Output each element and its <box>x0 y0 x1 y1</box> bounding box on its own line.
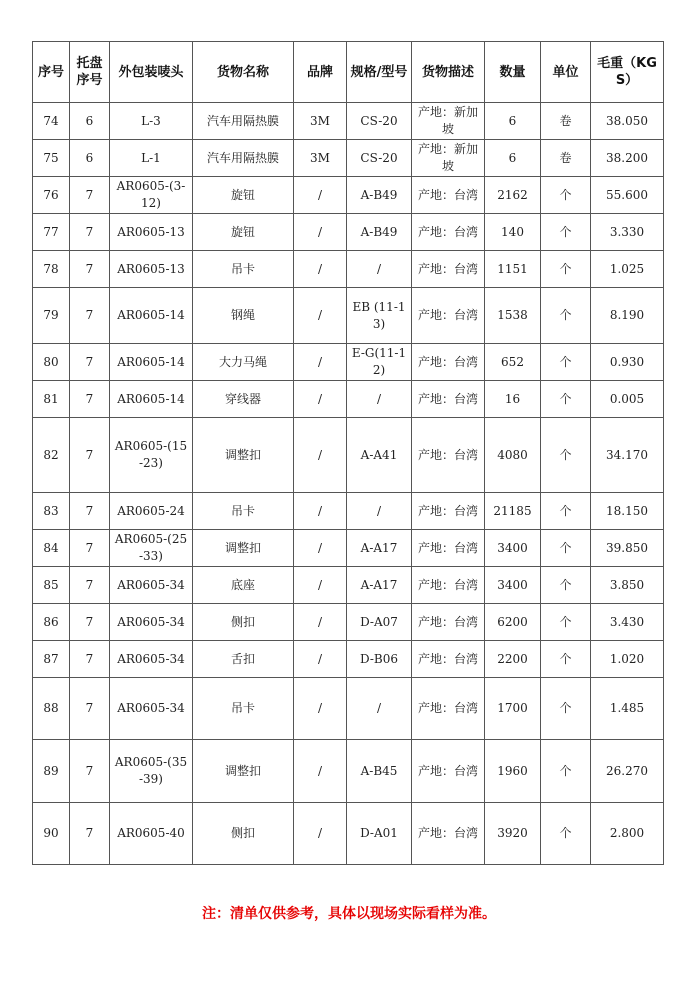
header-cell: 规格/型号 <box>347 42 412 103</box>
cell-mark: AR0605-(25-33) <box>110 530 193 567</box>
cell-qty: 6 <box>485 140 541 177</box>
cell-spec: CS-20 <box>347 140 412 177</box>
cell-unit: 个 <box>541 803 591 865</box>
cell-spec: / <box>347 381 412 418</box>
cell-spec: E-G(11-12) <box>347 344 412 381</box>
cell-no: 84 <box>33 530 70 567</box>
cell-mark: AR0605-40 <box>110 803 193 865</box>
cell-brand: / <box>294 641 347 678</box>
cell-pallet: 7 <box>70 418 110 493</box>
cell-pallet: 7 <box>70 678 110 740</box>
cell-weight: 3.430 <box>591 604 664 641</box>
cell-qty: 2162 <box>485 177 541 214</box>
cell-weight: 0.930 <box>591 344 664 381</box>
header-cell: 序号 <box>33 42 70 103</box>
cell-unit: 个 <box>541 678 591 740</box>
cell-mark: L-3 <box>110 103 193 140</box>
table-row <box>33 214 664 251</box>
cell-name: 旋钮 <box>193 214 294 251</box>
table-row <box>33 567 664 604</box>
cell-desc: 产地：台湾 <box>412 493 485 530</box>
cell-unit: 个 <box>541 214 591 251</box>
cell-spec: D-A07 <box>347 604 412 641</box>
cell-desc: 产地：台湾 <box>412 678 485 740</box>
cell-name: 穿线器 <box>193 381 294 418</box>
cell-desc: 产地：台湾 <box>412 740 485 803</box>
cell-qty: 1538 <box>485 288 541 344</box>
cell-weight: 34.170 <box>591 418 664 493</box>
cell-no: 78 <box>33 251 70 288</box>
table-row <box>33 103 664 140</box>
cell-name: 调整扣 <box>193 530 294 567</box>
cell-brand: / <box>294 288 347 344</box>
cell-spec: / <box>347 251 412 288</box>
cell-unit: 卷 <box>541 103 591 140</box>
cell-no: 75 <box>33 140 70 177</box>
cell-no: 83 <box>33 493 70 530</box>
cell-qty: 6200 <box>485 604 541 641</box>
cell-name: 侧扣 <box>193 604 294 641</box>
table-row <box>33 381 664 418</box>
cell-name: 汽车用隔热膜 <box>193 103 294 140</box>
cell-name: 旋钮 <box>193 177 294 214</box>
cell-mark: AR0605-(3-12) <box>110 177 193 214</box>
cell-pallet: 7 <box>70 740 110 803</box>
cell-mark: AR0605-(15-23) <box>110 418 193 493</box>
table-row <box>33 740 664 803</box>
cell-spec: A-A41 <box>347 418 412 493</box>
cell-name: 舌扣 <box>193 641 294 678</box>
header-cell: 货物描述 <box>412 42 485 103</box>
disclaimer-note: 注：清单仅供参考，具体以现场实际看样为准。 <box>202 906 496 922</box>
cell-qty: 4080 <box>485 418 541 493</box>
cell-mark: AR0605-34 <box>110 678 193 740</box>
cell-name: 吊卡 <box>193 678 294 740</box>
cell-mark: AR0605-34 <box>110 604 193 641</box>
cell-no: 79 <box>33 288 70 344</box>
cell-brand: / <box>294 740 347 803</box>
cell-pallet: 7 <box>70 288 110 344</box>
cell-spec: D-B06 <box>347 641 412 678</box>
cell-name: 调整扣 <box>193 418 294 493</box>
cell-spec: / <box>347 678 412 740</box>
cell-pallet: 7 <box>70 251 110 288</box>
cell-mark: AR0605-(35-39) <box>110 740 193 803</box>
table-row <box>33 177 664 214</box>
cell-unit: 个 <box>541 177 591 214</box>
cell-qty: 1700 <box>485 678 541 740</box>
cell-qty: 3400 <box>485 530 541 567</box>
cell-qty: 140 <box>485 214 541 251</box>
cell-spec: A-B49 <box>347 214 412 251</box>
cell-qty: 1960 <box>485 740 541 803</box>
cell-mark: AR0605-14 <box>110 381 193 418</box>
cell-pallet: 6 <box>70 103 110 140</box>
cell-weight: 0.005 <box>591 381 664 418</box>
cell-mark: AR0605-34 <box>110 641 193 678</box>
cell-weight: 2.800 <box>591 803 664 865</box>
cell-no: 89 <box>33 740 70 803</box>
cell-desc: 产地：台湾 <box>412 344 485 381</box>
cell-unit: 个 <box>541 740 591 803</box>
cell-qty: 6 <box>485 103 541 140</box>
cell-brand: / <box>294 251 347 288</box>
cell-brand: / <box>294 177 347 214</box>
cell-desc: 产地：新加坡 <box>412 140 485 177</box>
cell-qty: 3400 <box>485 567 541 604</box>
cell-qty: 16 <box>485 381 541 418</box>
cell-desc: 产地：台湾 <box>412 381 485 418</box>
cell-weight: 1.020 <box>591 641 664 678</box>
table-row <box>33 530 664 567</box>
packing-list-table <box>32 41 664 865</box>
cell-brand: / <box>294 344 347 381</box>
header-cell: 货物名称 <box>193 42 294 103</box>
cell-brand: / <box>294 493 347 530</box>
cell-unit: 个 <box>541 641 591 678</box>
cell-weight: 18.150 <box>591 493 664 530</box>
cell-pallet: 7 <box>70 493 110 530</box>
cell-weight: 1.025 <box>591 251 664 288</box>
cell-no: 85 <box>33 567 70 604</box>
cell-no: 74 <box>33 103 70 140</box>
table-row <box>33 288 664 344</box>
cell-brand: / <box>294 418 347 493</box>
cell-pallet: 7 <box>70 604 110 641</box>
cell-weight: 8.190 <box>591 288 664 344</box>
cell-pallet: 7 <box>70 381 110 418</box>
cell-spec: / <box>347 493 412 530</box>
cell-brand: / <box>294 214 347 251</box>
cell-weight: 26.270 <box>591 740 664 803</box>
cell-spec: CS-20 <box>347 103 412 140</box>
cell-mark: AR0605-34 <box>110 567 193 604</box>
cell-weight: 38.050 <box>591 103 664 140</box>
cell-desc: 产地：台湾 <box>412 251 485 288</box>
cell-pallet: 7 <box>70 177 110 214</box>
cell-no: 86 <box>33 604 70 641</box>
cell-name: 侧扣 <box>193 803 294 865</box>
cell-pallet: 7 <box>70 803 110 865</box>
cell-qty: 21185 <box>485 493 541 530</box>
cell-pallet: 7 <box>70 344 110 381</box>
cell-unit: 个 <box>541 604 591 641</box>
table-row <box>33 140 664 177</box>
cell-brand: 3M <box>294 140 347 177</box>
cell-desc: 产地：台湾 <box>412 214 485 251</box>
cell-mark: AR0605-13 <box>110 214 193 251</box>
cell-spec: A-A17 <box>347 567 412 604</box>
cell-desc: 产地：台湾 <box>412 641 485 678</box>
header-cell: 毛重（KGS） <box>591 42 664 103</box>
cell-pallet: 7 <box>70 567 110 604</box>
table-row <box>33 493 664 530</box>
cell-name: 钢绳 <box>193 288 294 344</box>
cell-desc: 产地：台湾 <box>412 803 485 865</box>
cell-unit: 个 <box>541 418 591 493</box>
table-row <box>33 251 664 288</box>
cell-spec: A-B49 <box>347 177 412 214</box>
cell-unit: 个 <box>541 251 591 288</box>
cell-weight: 38.200 <box>591 140 664 177</box>
cell-no: 76 <box>33 177 70 214</box>
cell-name: 汽车用隔热膜 <box>193 140 294 177</box>
cell-no: 77 <box>33 214 70 251</box>
cell-desc: 产地：台湾 <box>412 604 485 641</box>
cell-qty: 1151 <box>485 251 541 288</box>
cell-pallet: 7 <box>70 214 110 251</box>
cell-pallet: 7 <box>70 530 110 567</box>
cell-mark: L-1 <box>110 140 193 177</box>
cell-qty: 652 <box>485 344 541 381</box>
table-row <box>33 641 664 678</box>
header-cell: 托盘序号 <box>70 42 110 103</box>
cell-qty: 3920 <box>485 803 541 865</box>
cell-no: 80 <box>33 344 70 381</box>
cell-name: 调整扣 <box>193 740 294 803</box>
cell-spec: A-B45 <box>347 740 412 803</box>
cell-desc: 产地：台湾 <box>412 530 485 567</box>
cell-unit: 个 <box>541 344 591 381</box>
cell-name: 底座 <box>193 567 294 604</box>
cell-unit: 个 <box>541 381 591 418</box>
cell-spec: EB (11-13) <box>347 288 412 344</box>
header-cell: 外包装唛头 <box>110 42 193 103</box>
table-row <box>33 418 664 493</box>
cell-unit: 个 <box>541 530 591 567</box>
cell-brand: / <box>294 678 347 740</box>
table-row <box>33 344 664 381</box>
cell-brand: / <box>294 803 347 865</box>
cell-pallet: 7 <box>70 641 110 678</box>
cell-desc: 产地：新加坡 <box>412 103 485 140</box>
header-cell: 品牌 <box>294 42 347 103</box>
cell-name: 吊卡 <box>193 493 294 530</box>
cell-desc: 产地：台湾 <box>412 288 485 344</box>
cell-mark: AR0605-13 <box>110 251 193 288</box>
cell-weight: 3.330 <box>591 214 664 251</box>
cell-unit: 卷 <box>541 140 591 177</box>
cell-qty: 2200 <box>485 641 541 678</box>
cell-brand: / <box>294 567 347 604</box>
cell-weight: 3.850 <box>591 567 664 604</box>
cell-pallet: 6 <box>70 140 110 177</box>
cell-name: 大力马绳 <box>193 344 294 381</box>
cell-spec: A-A17 <box>347 530 412 567</box>
cell-no: 90 <box>33 803 70 865</box>
cell-brand: / <box>294 381 347 418</box>
table-row <box>33 678 664 740</box>
cell-name: 吊卡 <box>193 251 294 288</box>
cell-desc: 产地：台湾 <box>412 177 485 214</box>
cell-spec: D-A01 <box>347 803 412 865</box>
cell-weight: 55.600 <box>591 177 664 214</box>
cell-no: 88 <box>33 678 70 740</box>
cell-no: 87 <box>33 641 70 678</box>
table-row <box>33 604 664 641</box>
cell-weight: 1.485 <box>591 678 664 740</box>
cell-no: 82 <box>33 418 70 493</box>
table-body <box>33 103 664 865</box>
table-row <box>33 803 664 865</box>
cell-brand: / <box>294 530 347 567</box>
cell-desc: 产地：台湾 <box>412 567 485 604</box>
cell-unit: 个 <box>541 493 591 530</box>
cell-no: 81 <box>33 381 70 418</box>
cell-brand: 3M <box>294 103 347 140</box>
cell-unit: 个 <box>541 567 591 604</box>
cell-unit: 个 <box>541 288 591 344</box>
cell-mark: AR0605-14 <box>110 288 193 344</box>
header-cell: 数量 <box>485 42 541 103</box>
cell-desc: 产地：台湾 <box>412 418 485 493</box>
cell-mark: AR0605-24 <box>110 493 193 530</box>
header-cell: 单位 <box>541 42 591 103</box>
cell-brand: / <box>294 604 347 641</box>
cell-weight: 39.850 <box>591 530 664 567</box>
cell-mark: AR0605-14 <box>110 344 193 381</box>
table-header-row <box>33 42 664 103</box>
